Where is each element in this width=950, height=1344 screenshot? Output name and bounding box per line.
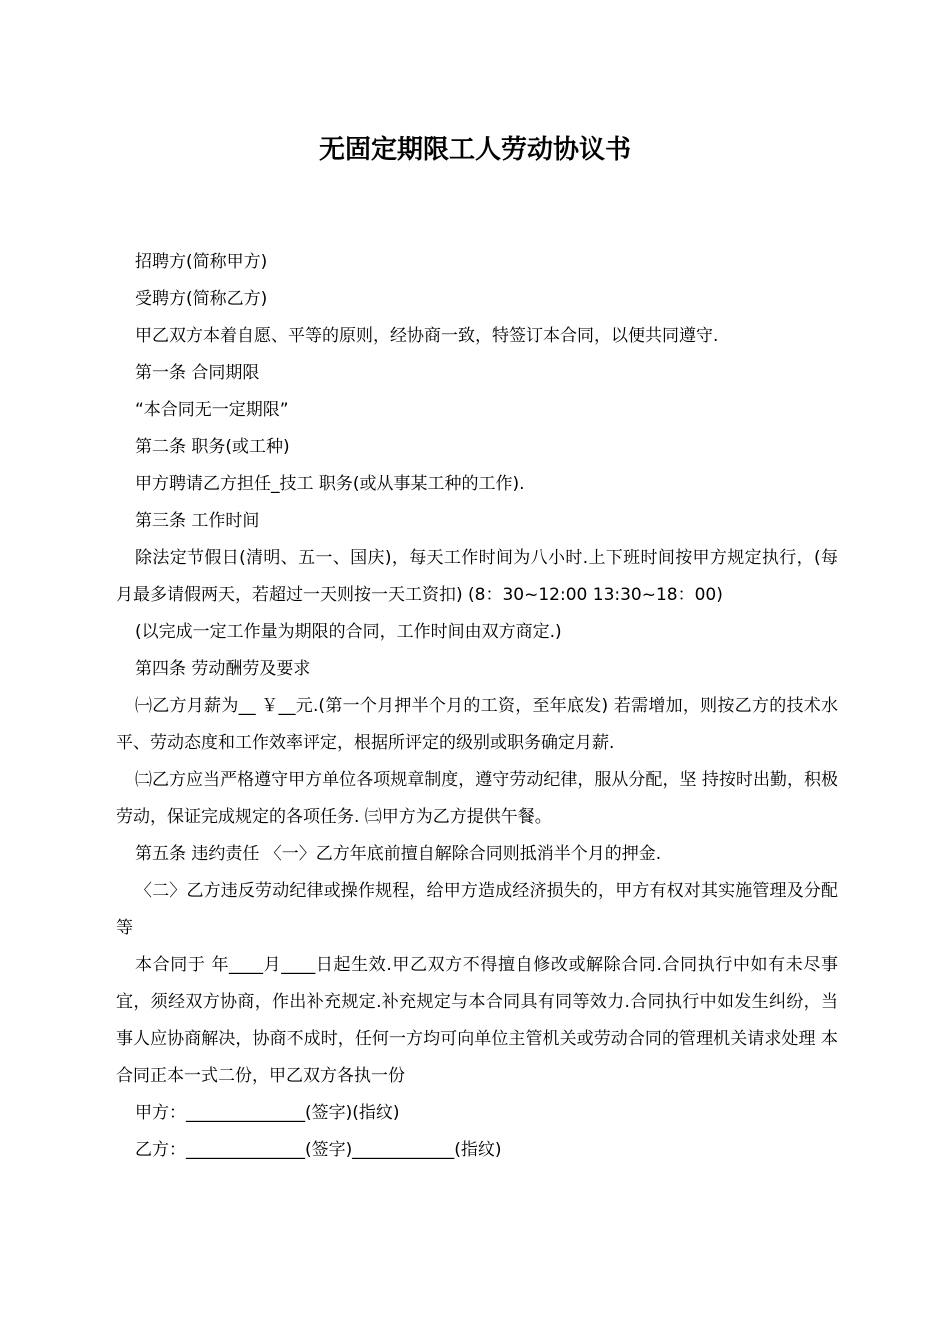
signature-party-b: 乙方：______________(签字)____________(指纹) [135, 1140, 502, 1160]
article-1-heading: 第一条 合同期限 [135, 363, 260, 383]
article-3-text: 除法定节假日(清明、五一、国庆)，每天工作时间为八小时.上下班时间按甲方规定执行，(每月最多请假两天，若超过一天则按一天工资扣) (8：30~12:00 13:30~18：00) [116, 548, 838, 605]
article-1-text: “本合同无一定期限” [135, 400, 289, 420]
article-4-item-2: ㈡乙方应当严格遵守甲方单位各项规章制度，遵守劳动纪律，服从分配，坚 持按时出勤，积极劳动，保证完成规定的各项任务. ㈢甲方为乙方提供午餐。 [116, 770, 838, 827]
article-3-heading: 第三条 工作时间 [135, 511, 260, 531]
article-2-heading: 第二条 职务(或工种) [135, 437, 290, 457]
article-4-heading: 第四条 劳动酬劳及要求 [135, 659, 311, 679]
article-5-item-2: 〈二〉乙方违反劳动纪律或操作规程，给甲方造成经济损失的，甲方有权对其实施管理及分配等 [116, 881, 838, 938]
effective-clause: 本合同于 年____月____日起生效.甲乙双方不得擅自修改或解除合同.合同执行中如有未尽事宜，须经双方协商，作出补充规定.补充规定与本合同具有同等效力.合同执行中如发生纠纷，当事人应协商解决，协商不成时，任何一方均可向单位主管机关或劳动合同的管理机关请求处理 本合同正本一式二份，甲乙双方各执一份 [116, 955, 838, 1086]
article-4-item-1: ㈠乙方月薪为__ ￥__元.(第一个月押半个月的工资，至年底发) 若需增加，则按乙方的技术水平、劳动态度和工作效率评定，根据所评定的级别或职务确定月薪. [116, 696, 838, 753]
party-b-line: 受聘方(简称乙方) [135, 289, 268, 309]
party-a-line: 招聘方(简称甲方) [135, 252, 268, 272]
article-3-note: (以完成一定工作量为期限的合同，工作时间由双方商定.) [135, 622, 562, 642]
article-5-heading: 第五条 违约责任 〈一〉乙方年底前擅自解除合同则抵消半个月的押金. [135, 844, 662, 864]
document-title: 无固定期限工人劳动协议书 [318, 135, 631, 165]
signature-party-a: 甲方：______________(签字)(指纹) [135, 1103, 400, 1123]
document-body [116, 244, 838, 1169]
preamble-paragraph: 甲乙双方本着自愿、平等的原则，经协商一致，特签订本合同，以便共同遵守. [135, 326, 719, 346]
article-2-text: 甲方聘请乙方担任_技工 职务(或从事某工种的工作). [135, 474, 525, 494]
